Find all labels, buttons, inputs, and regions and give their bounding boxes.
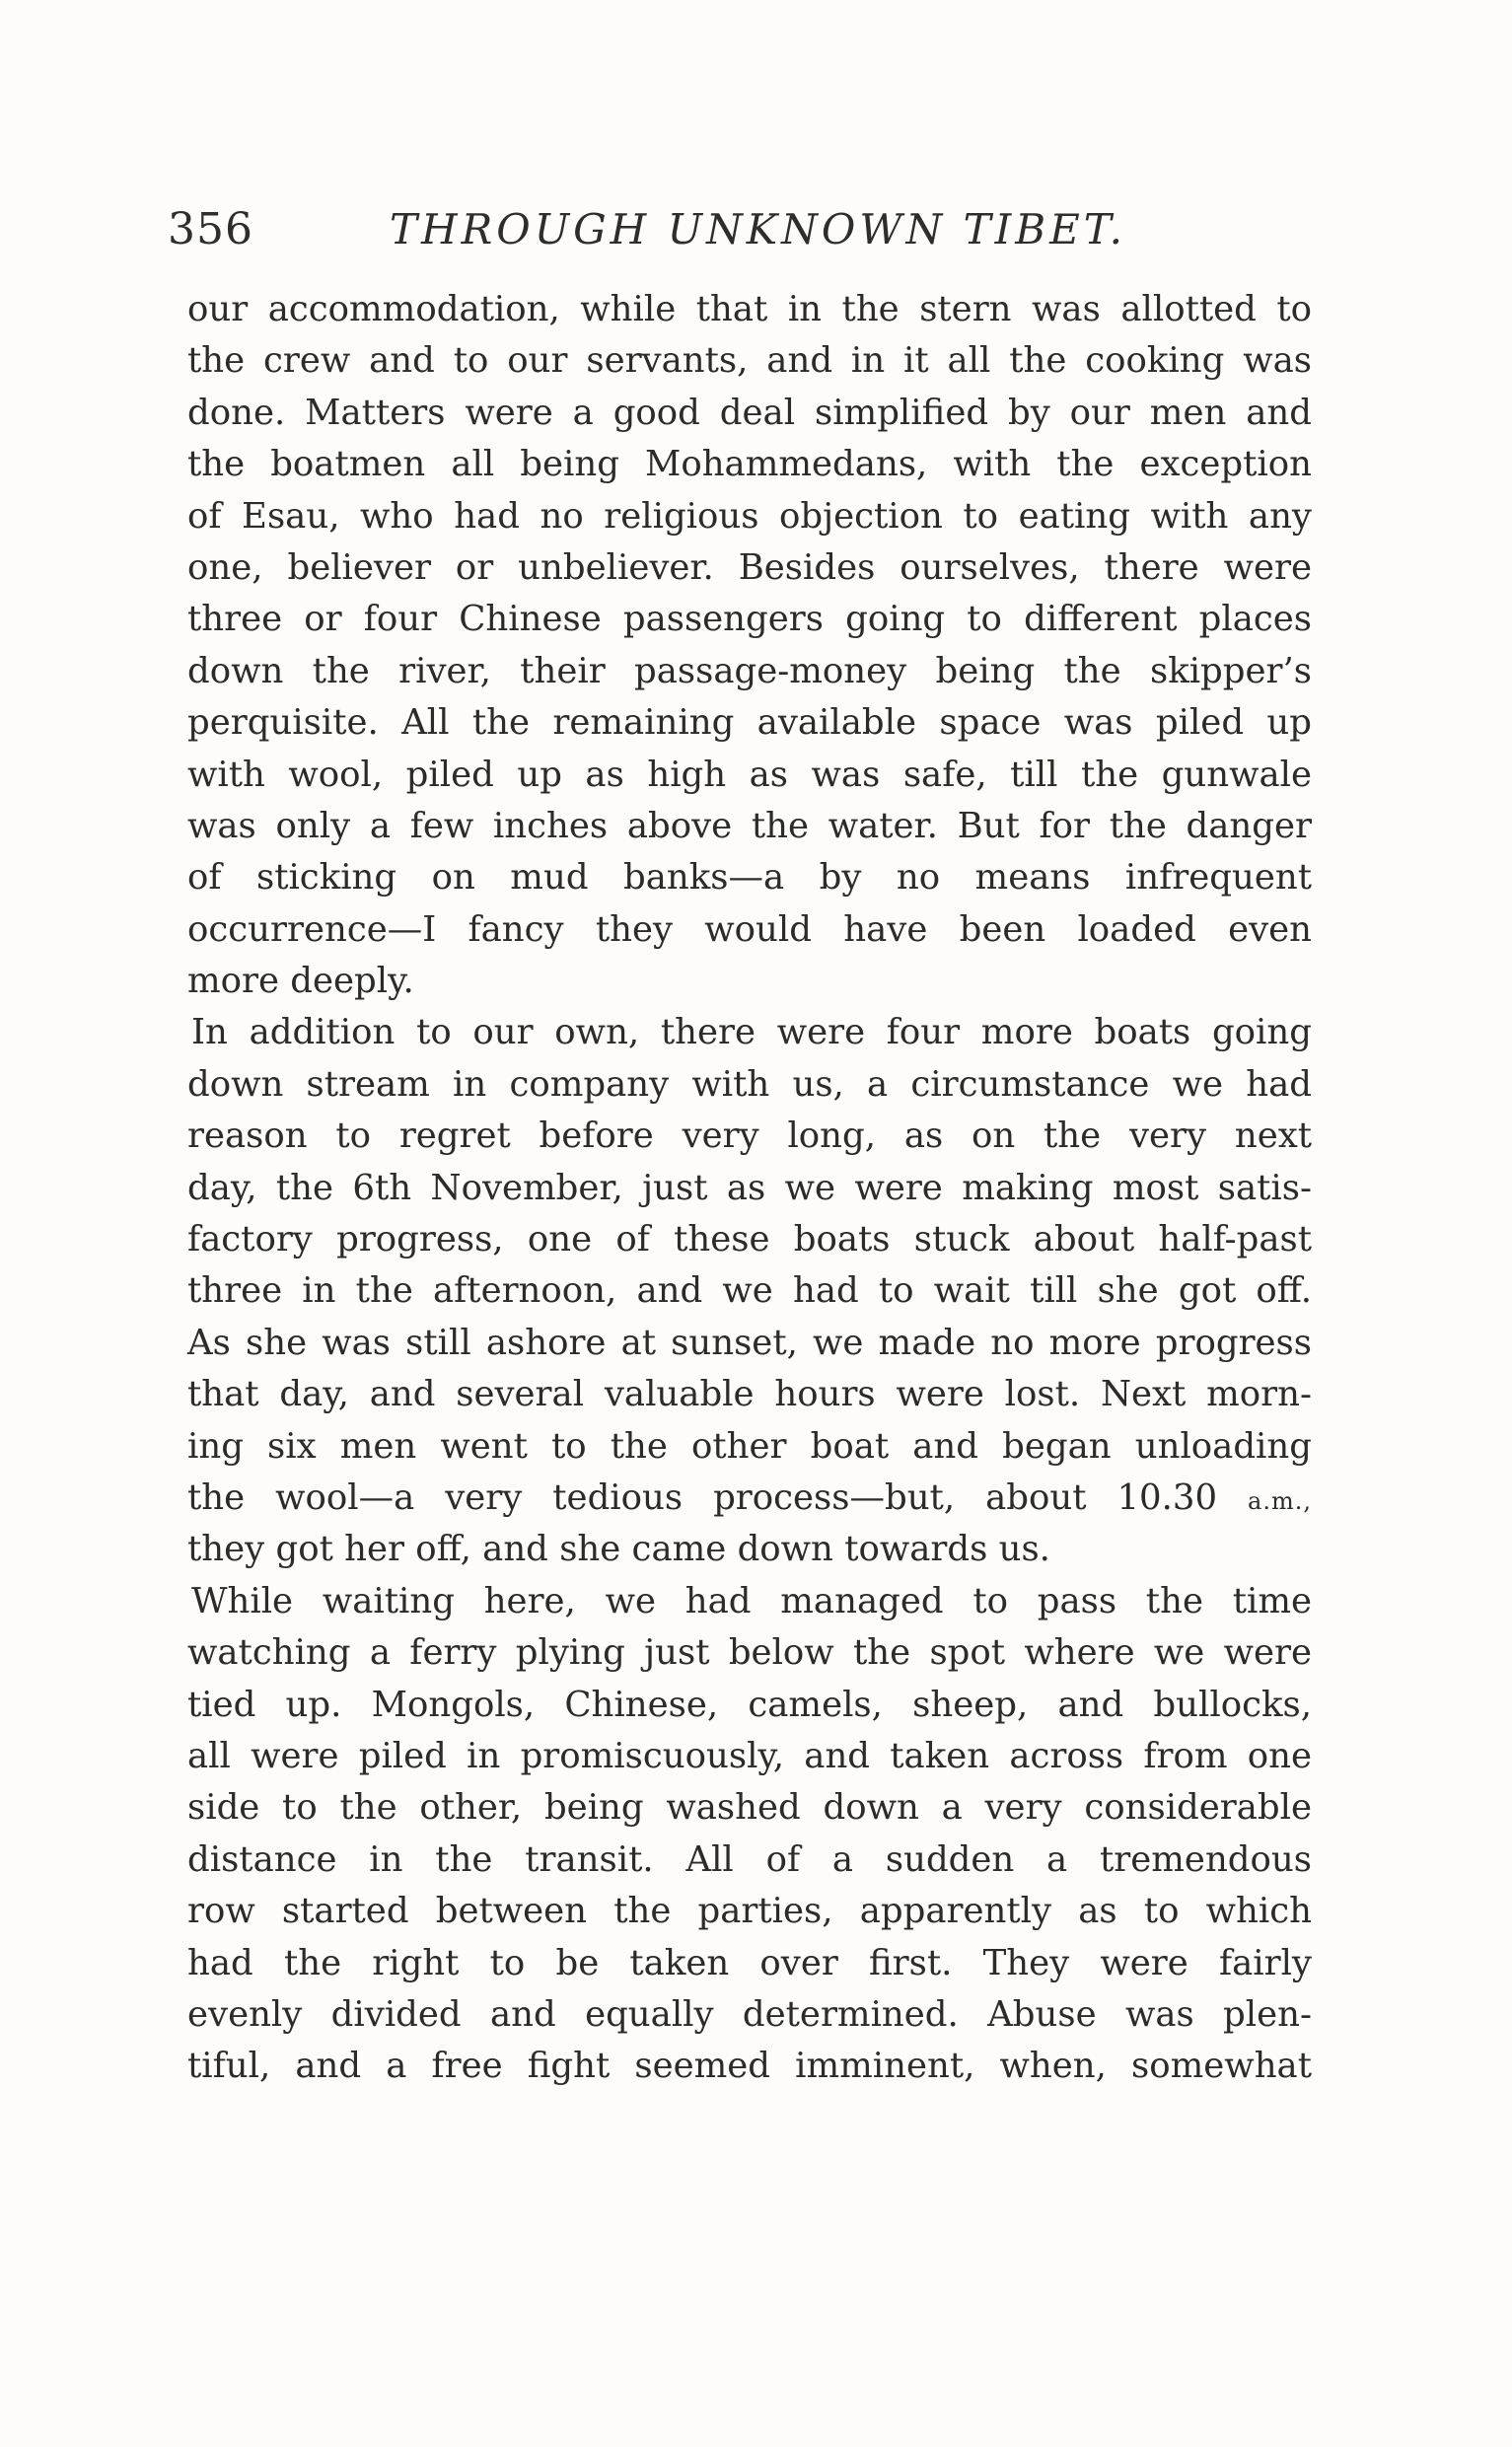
text-line: they got her off, and she came down towards us. bbox=[187, 1529, 1050, 1570]
text-line: side to the other, being washed down a very considerable bbox=[187, 1787, 1312, 1829]
text-line: of sticking on mud banks—a by no means infrequent bbox=[187, 857, 1312, 899]
body-text bbox=[187, 284, 1312, 2093]
text-line: our accommodation, while that in the stern was allotted to bbox=[187, 289, 1312, 329]
text-line-main: the wool—a very tedious process—but, about 10.30 bbox=[187, 1476, 1249, 1518]
text-line-with-time bbox=[187, 1473, 1312, 1524]
text-line: row started between the parties, apparently as to which bbox=[187, 1891, 1312, 1932]
text-line: watching a ferry plying just below the spot where we were bbox=[187, 1632, 1312, 1674]
text-line: down the river, their passage-money being the skipper’s bbox=[187, 650, 1312, 691]
text-line: While waiting here, we had managed to pass the time bbox=[191, 1580, 1312, 1621]
text-line: the boatmen all being Mohammedans, with the exception bbox=[187, 444, 1312, 485]
text-line: down stream in company with us, a circumstance we had bbox=[187, 1063, 1312, 1105]
running-title: THROUGH UNKNOWN TIBET. bbox=[390, 205, 1126, 253]
text-line: tiful, and a free fight seemed imminent, when, somewhat bbox=[187, 2046, 1312, 2087]
text-line: reason to regret before very long, as on the very next bbox=[187, 1116, 1312, 1157]
text-line: day, the 6th November, just as we were making most satis- bbox=[187, 1167, 1312, 1208]
text-line: three or four Chinese passengers going to different places bbox=[187, 599, 1312, 640]
text-line: of Esau, who had no religious objection to eating with any bbox=[187, 495, 1312, 537]
text-line: factory progress, one of these boats stuck about half-past bbox=[187, 1219, 1312, 1260]
text-line: was only a few inches above the water. But for the danger bbox=[187, 805, 1312, 846]
text-line: that day, and several valuable hours were lost. Next morn- bbox=[187, 1374, 1312, 1415]
text-line: one, believer or unbeliever. Besides ourselves, there were bbox=[187, 546, 1312, 588]
page-header bbox=[168, 202, 1322, 271]
text-line: done. Matters were a good deal simplified by our men and bbox=[187, 392, 1312, 433]
time-suffix: a.m., bbox=[1248, 1486, 1312, 1515]
text-line: ing six men went to the other boat and began unloading bbox=[187, 1425, 1312, 1467]
text-line: As she was still ashore at sunset, we made no more progress bbox=[187, 1322, 1312, 1363]
text-line: distance in the transit. All of a sudden a tremendous bbox=[187, 1838, 1312, 1880]
text-line: with wool, piled up as high as was safe, till the gunwale bbox=[187, 754, 1312, 795]
text-line: all were piled in promiscuously, and taken across from one bbox=[187, 1735, 1312, 1776]
page-number: 356 bbox=[168, 204, 253, 254]
text-line: three in the afternoon, and we had to wait till she got off. bbox=[187, 1270, 1312, 1312]
text-line: tied up. Mongols, Chinese, camels, sheep, and bullocks, bbox=[187, 1684, 1312, 1725]
text-line: had the right to be taken over first. They were fairly bbox=[187, 1942, 1312, 1983]
text-line: more deeply. bbox=[187, 961, 414, 1002]
text-line: perquisite. All the remaining available space was piled up bbox=[187, 702, 1312, 744]
text-line: evenly divided and equally determined. Abuse was plen- bbox=[187, 1993, 1312, 2035]
text-line: occurrence—I fancy they would have been loaded even bbox=[187, 908, 1312, 950]
text-line: the crew and to our servants, and in it all the cooking was bbox=[187, 340, 1312, 382]
text-line: In addition to our own, there were four more boats going bbox=[191, 1012, 1312, 1053]
